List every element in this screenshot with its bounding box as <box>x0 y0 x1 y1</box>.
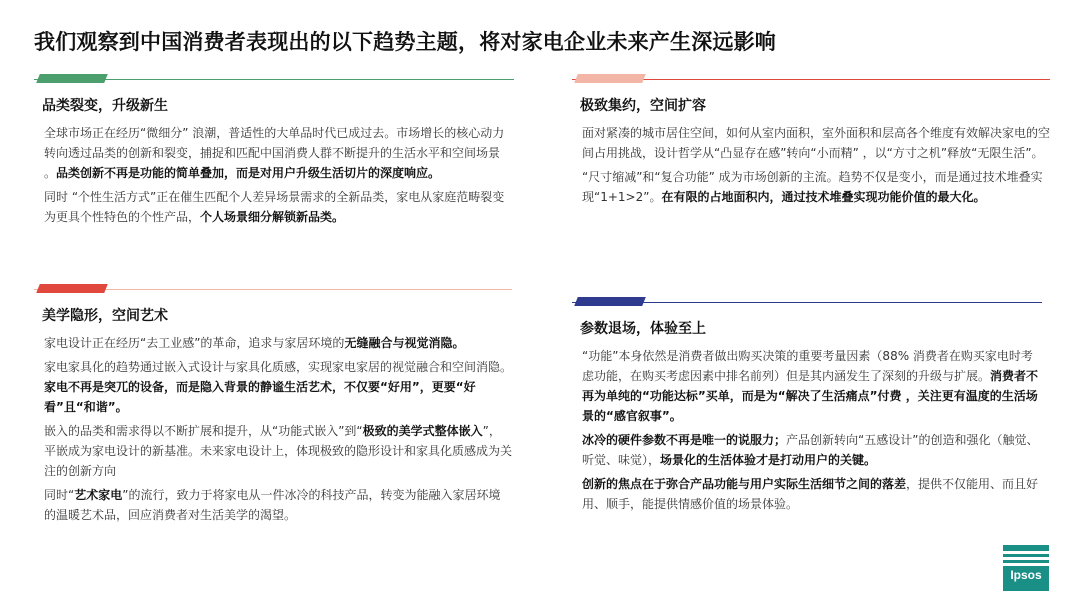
section-divider <box>572 74 1050 84</box>
body-text: ”，平嵌成为家电设计的新基准。未来家电设计上，体现极致的隐形设计和家具化质感成为关注的创新方向 <box>44 424 513 478</box>
body-text: 家电设计正在经历“去工业感”的革命，追求与家居环境的 <box>44 336 345 350</box>
section-paragraph <box>44 421 512 481</box>
section-paragraph <box>582 123 1050 163</box>
emphasis-text: 在有限的占地面积内，通过技术堆叠实现功能价值的最大化。 <box>661 190 986 204</box>
section-body <box>44 333 512 525</box>
section-divider <box>572 297 1042 307</box>
ipsos-logo-icon <box>1003 545 1049 591</box>
trend-section-experience-first <box>572 297 1042 518</box>
body-text: 同时“ <box>44 488 75 502</box>
section-body <box>582 123 1050 207</box>
emphasis-text: 品类创新不再是功能的简单叠加，而是对用户升级生活切片的深度响应。 <box>56 166 441 180</box>
section-paragraph <box>44 333 512 353</box>
section-title: 参数退场，体验至上 <box>580 321 706 337</box>
emphasis-text: 家电不再是突兀的设备，而是隐入背景的静谧生活艺术，不仅要“好用”，更要“好看”且“和谐”。 <box>44 380 476 414</box>
section-paragraph <box>582 167 1050 207</box>
body-text: ，提供不仅能用、而且好用、顺手，能提供情感价值的场景体验。 <box>582 477 1039 511</box>
emphasis-text: 场景化的生活体验才是打动用户的关键。 <box>660 453 877 467</box>
body-text: 同时 “个性生活方式”正在催生匹配个人差异场景需求的全新品类，家电从家庭范畴裂变为更具个性特色的个性产品， <box>44 190 505 224</box>
section-body <box>44 123 514 227</box>
section-paragraph <box>582 430 1042 470</box>
body-text: ”的流行，致力于将家电从一件冰冷的科技产品，转变为能融入家居环境的温暖艺术品，回应消费者对生活美学的渴望。 <box>44 488 501 522</box>
section-paragraph <box>44 485 512 525</box>
body-text: “尺寸缩减”和“复合功能” 成为市场创新的主流。趋势不仅是变小，而是通过技术堆叠实现“1+1>2”。 <box>582 170 1043 204</box>
section-title: 美学隐形，空间艺术 <box>42 308 168 324</box>
logo-text: Ipsos <box>1010 568 1042 582</box>
emphasis-text: 极致的美学式整体嵌入 <box>362 424 483 438</box>
section-paragraph <box>44 123 514 183</box>
trend-section-space-expansion <box>572 74 1050 211</box>
section-body <box>582 346 1042 514</box>
emphasis-text: 无缝融合与视觉消隐。 <box>344 336 465 350</box>
emphasis-text: 消费者不再为单纯的“功能达标”买单，而是为“解决了生活痛点”付费 ，关注更有温度的生活场景的“感官叙事”。 <box>582 369 1039 423</box>
body-text: 产品创新转向“五感设计”的创造和强化（触觉、听觉、味觉）， <box>582 433 1039 467</box>
body-text: 家电家具化的趋势通过嵌入式设计与家具化质感，实现家电家居的视觉融合和空间消隐。 <box>44 360 513 374</box>
emphasis-text: 创新的焦点在于弥合产品功能与用户实际生活细节之间的落差 <box>582 477 907 491</box>
section-paragraph <box>44 187 514 227</box>
trend-section-category-fission <box>34 74 514 231</box>
emphasis-text: 冰冷的硬件参数不再是唯一的说服力； <box>582 433 787 447</box>
section-paragraph <box>582 474 1042 514</box>
section-divider <box>34 284 512 294</box>
emphasis-text: 个人场景细分解锁新品类。 <box>200 210 345 224</box>
body-text: “功能”本身依然是消费者做出购买决策的重要考量因素（88% 消费者在购买家电时考虑功能，在购买考虑因素中排名前列）但是其内涵发生了深刻的升级与扩展。 <box>582 349 1033 383</box>
body-text: 全球市场正在经历“微细分” 浪潮，普适性的大单品时代已成过去。市场增长的核心动力转向透过品类的创新和裂变，捕捉和匹配中国消费人群不断提升的生活水平和空间场景 。 <box>44 126 505 180</box>
section-paragraph <box>582 346 1042 426</box>
body-text: 嵌入的品类和需求得以不断扩展和提升，从“功能式嵌入”到“ <box>44 424 363 438</box>
emphasis-text: 艺术家电 <box>74 488 123 502</box>
section-paragraph <box>44 357 512 417</box>
page-title: 我们观察到中国消费者表现出的以下趋势主题，将对家电企业未来产生深远影响 <box>34 30 776 54</box>
section-title: 极致集约，空间扩容 <box>580 98 706 114</box>
trend-section-aesthetic-invisible <box>34 284 512 529</box>
section-divider <box>34 74 514 84</box>
section-title: 品类裂变，升级新生 <box>42 98 168 114</box>
body-text: 面对紧凑的城市居住空间，如何从室内面积，室外面积和层高各个维度有效解决家电的空间占用挑战，设计哲学从“凸显存在感”转向“小而精” ，以“方寸之机”释放“无限生活”。 <box>582 126 1051 160</box>
